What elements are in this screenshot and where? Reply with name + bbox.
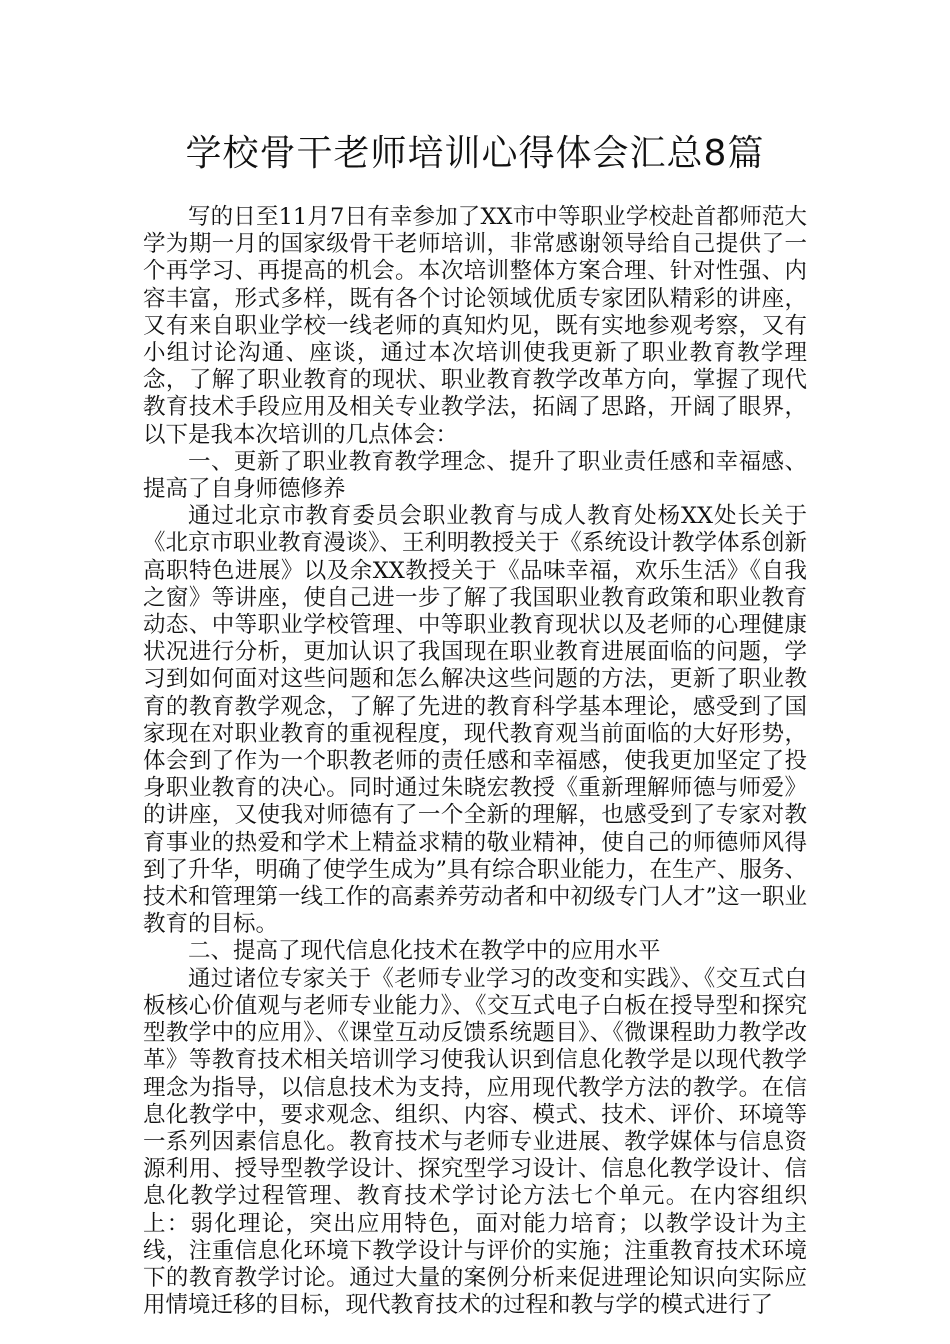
paragraph-section-1: 通过北京市教育委员会职业教育与成人教育处杨XX处长关于《北京市职业教育漫谈》、王利明教授关于《系统设计教学体系创新高职特色进展》以及余XX教授关于《品味幸福，欢乐生活》《自我之窗》等讲座，使自己进一步了解了我国职业教育政策和职业教育动态、中等职业学校管理、中等职业教育现状以及老师的心理健康状况进行分析，更加认识了我国现在职业教育进展面临的问题，学习到如何面对这些问题和怎么解决这些问题的方法，更新了职业教育的教育教学观念，了解了先进的教育科学基本理论，感受到了国家现在对职业教育的重视程度，现代教育观当前面临的大好形势，体会到了作为一个职教老师的责任感和幸福感，使我更加坚定了投身职业教育的决心。同时通过朱晓宏教授《重新理解师德与师爱》的讲座，又使我对师德有了一个全新的理解，也感受到了专家对教育事业的热爱和学术上精益求精的敬业精神，使自己的师德师风得到了升华，明确了使学生成为”具有综合职业能力，在生产、服务、技术和管理第一线工作的高素养劳动者和中初级专门人才”这一职业教育的目标。	[143, 503, 808, 938]
section-heading-1: 一、更新了职业教育教学理念、提升了职业责任感和幸福感、提高了自身师德修养	[143, 448, 807, 503]
paragraph-section-2: 通过诸位专家关于《老师专业学习的改变和实践》、《交互式白板核心价值观与老师专业能力》、《交互式电子白板在授导型和探究型教学中的应用》、《课堂互动反馈系统题目》、《微课程助力教学改革》等教育技术相关培训学习使我认识到信息化教学是以现代教学理念为指导，以信息技术为支持，应用现代教学方法的教学。在信息化教学中，要求观念、组织、内容、模式、技术、评价、环境等一系列因素信息化。教育技术与老师专业进展、教学媒体与信息资源利用、授导型教学设计、探究型学习设计、信息化教学设计、信息化教学过程管理、教育技术学讨论方法七个单元。在内容组织上：弱化理论，突出应用特色，面对能力培育；以教学设计为主线，注重信息化环境下教学设计与评价的实施；注重教育技术环境下的教育教学讨论。通过大量的案例分析来促进理论知识向实际应用情境迁移的目标，现代教育技术的过程和教与学的模式进行了	[143, 965, 807, 1319]
paragraph-intro: 写的日至11月7日有幸参加了XX市中等职业学校赴首都师范大学为期一月的国家级骨干老师培训，非常感谢领导给自己提供了一个再学习、再提高的机会。本次培训整体方案合理、针对性强、内容丰富，形式多样，既有各个讨论领域优质专家团队精彩的讲座，又有来自职业学校一线老师的真知灼见，既有实地参观考察，又有小组讨论沟通、座谈，通过本次培训使我更新了职业教育教学理念，了解了职业教育的现状、职业教育教学改革方向，掌握了现代教育技术手段应用及相关专业教学法，拓阔了思路，开阔了眼界，以下是我本次培训的几点体会：	[143, 204, 807, 448]
document-title: 学校骨干老师培训心得体会汇总8篇	[185, 133, 765, 174]
document-body	[143, 204, 807, 1319]
section-heading-2: 二、提高了现代信息化技术在教学中的应用水平	[188, 938, 661, 965]
